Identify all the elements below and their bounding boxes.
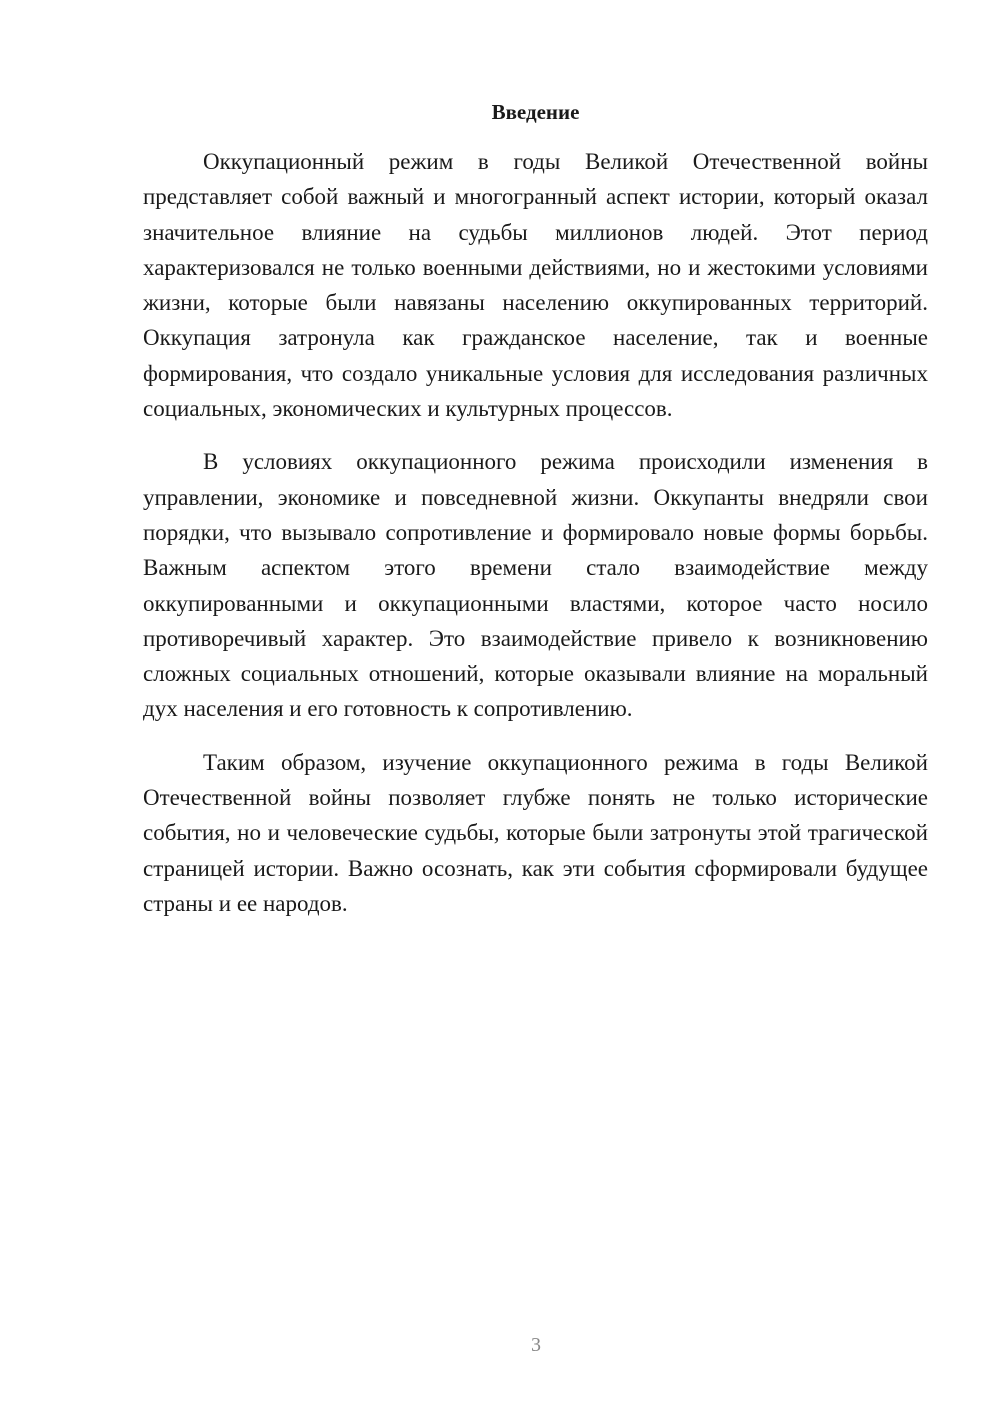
paragraph-1: Оккупационный режим в годы Великой Отечественной войны представляет собой важный и многогранный аспект истории, который оказал значительное влияние на судьбы миллионов людей. Этот период характеризовался не только военными действиями, но и жестокими условиями жизни, которые были навязаны населению оккупированных территорий. Оккупация затронула как гражданское население, так и военные формирования, что создало уникальные условия для исследования различных социальных, экономических и культурных процессов. <box>143 149 928 422</box>
section-title: Введение <box>491 100 580 124</box>
page-number: 3 <box>531 1334 541 1356</box>
paragraph-3: Таким образом, изучение оккупационного режима в годы Великой Отечественной войны позволяет глубже понять не только исторические события, но и человеческие судьбы, которые были затронуты этой трагической страницей истории. Важно осознать, как эти события сформировали будущее страны и ее народов. <box>143 749 928 916</box>
document-body <box>143 98 928 939</box>
paragraph-2: В условиях оккупационного режима происходили изменения в управлении, экономике и повседневной жизни. Оккупанты внедряли свои порядки, что вызывало сопротивление и формировало новые формы борьбы. Важным аспектом этого времени стало взаимодействие между оккупированными и оккупационными властями, которое часто носило противоречивый характер. Это взаимодействие привело к возникновению сложных социальных отношений, которые оказывали влияние на моральный дух населения и его готовность к сопротивлению. <box>143 449 928 722</box>
